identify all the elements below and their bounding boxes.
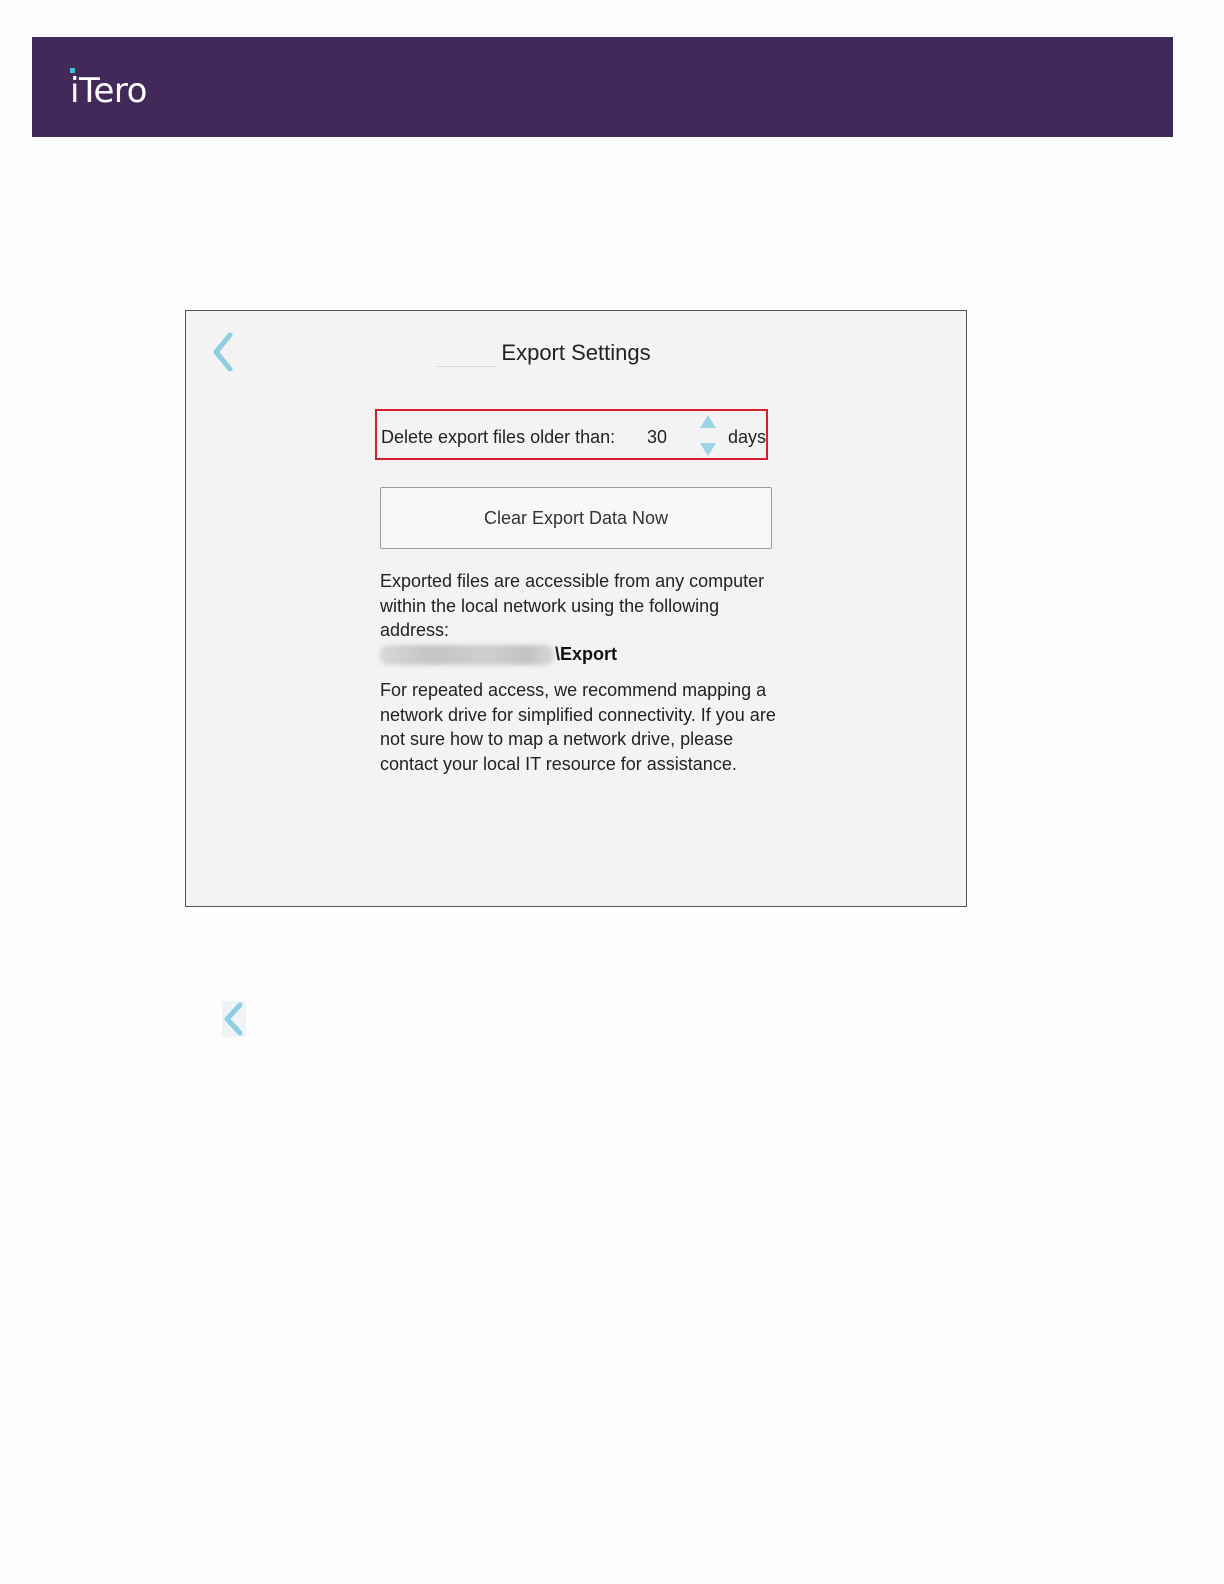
days-input-underline: [437, 366, 495, 367]
itero-logo: [70, 71, 147, 111]
triangle-up-icon: [699, 414, 717, 430]
clear-export-data-button[interactable]: Clear Export Data Now: [380, 487, 772, 549]
delete-files-label: Delete export files older than:: [381, 427, 616, 447]
decrement-days-button[interactable]: [699, 441, 717, 457]
standalone-back-button[interactable]: [222, 1001, 246, 1037]
page-title: Export Settings: [501, 340, 651, 365]
days-input[interactable]: [627, 419, 687, 455]
export-info-text: Exported files are accessible from any computer within the local network using the following address:: [380, 571, 765, 640]
triangle-down-icon: [699, 441, 717, 457]
header-band: [32, 37, 1173, 137]
network-drive-info-text: For repeated access, we recommend mapping a network drive for simplified connectivity. If you are not sure how to map a network drive, please contact your local IT resource for assistance.: [380, 680, 776, 774]
days-unit-label: days: [728, 427, 767, 447]
increment-days-button[interactable]: [699, 414, 717, 430]
export-address: [380, 644, 617, 670]
delete-export-files-setting: [375, 409, 768, 460]
blurred-address-redaction: [380, 645, 554, 665]
export-settings-screen: [185, 310, 967, 907]
export-address-suffix: \Export: [555, 644, 618, 664]
chevron-left-icon: [222, 1001, 246, 1037]
logo-text: iTero: [70, 71, 147, 111]
